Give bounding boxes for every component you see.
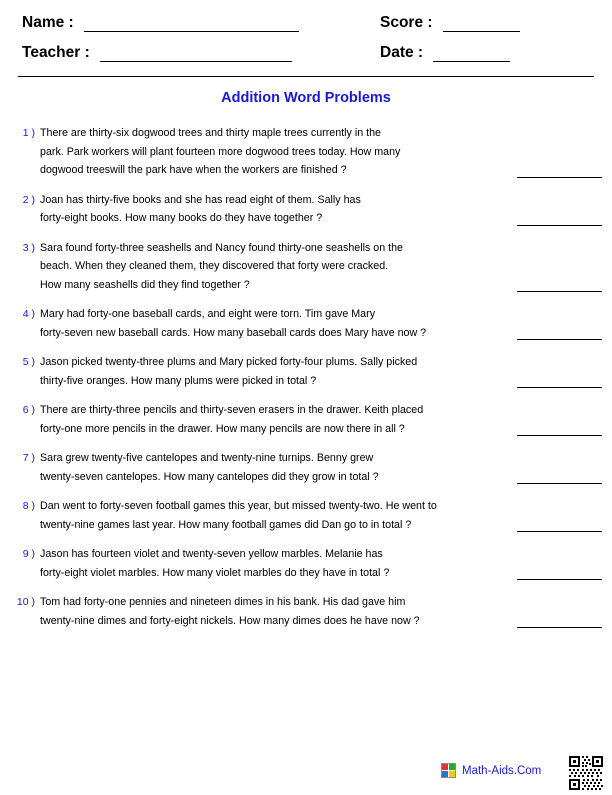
problem-text-line: Dan went to forty-seven football games this year, but missed twenty-two. He went to xyxy=(40,500,437,512)
problem-number: 8 ) xyxy=(22,500,35,512)
teacher-label: Teacher : xyxy=(22,44,90,61)
problem-item xyxy=(0,124,612,180)
problem-text-line: Sara grew twenty-five cantelopes and twenty-nine turnips. Benny grew xyxy=(40,452,374,464)
problem-number: 10 ) xyxy=(16,596,35,608)
math-aids-logo-icon xyxy=(441,763,456,778)
problem-text-line: forty-seven new baseball cards. How many baseball cards does Mary have now ? xyxy=(40,326,427,339)
answer-blank[interactable] xyxy=(517,579,602,580)
problem-number: 7 ) xyxy=(22,452,35,464)
problem-text xyxy=(40,239,507,295)
problem-text-line: forty-eight books. How many books do they have together ? xyxy=(40,212,323,224)
problem-list xyxy=(0,124,612,641)
problem-number: 3 ) xyxy=(22,241,35,254)
answer-blank[interactable] xyxy=(517,291,602,292)
name-label: Name : xyxy=(22,14,74,31)
problem-item xyxy=(0,191,612,228)
date-label: Date : xyxy=(380,44,424,61)
page-title: Addition Word Problems xyxy=(221,90,391,106)
problem-text-line: There are thirty-six dogwood trees and thirty maple trees currently in the xyxy=(40,127,381,139)
answer-blank[interactable] xyxy=(517,483,602,484)
problem-item xyxy=(0,545,612,582)
problem-text xyxy=(40,545,507,582)
problem-text xyxy=(40,401,507,438)
problem-text-line: forty-eight violet marbles. How many violet marbles do they have in total ? xyxy=(40,566,390,579)
brand[interactable] xyxy=(441,763,541,778)
problem-text-line: Joan has thirty-five books and she has read eight of them. Sally has xyxy=(40,193,361,206)
problem-text-line: There are thirty-three pencils and thirty-seven erasers in the drawer. Keith placed xyxy=(40,404,424,416)
problem-text xyxy=(40,353,507,390)
date-field-row xyxy=(380,44,510,62)
problem-item xyxy=(0,353,612,390)
problem-text-line: Jason has fourteen violet and twenty-seven yellow marbles. Melanie has xyxy=(40,548,383,560)
name-field-row xyxy=(22,14,299,32)
problem-text-line: thirty-five oranges. How many plums were picked in total ? xyxy=(40,374,317,387)
problem-text xyxy=(40,191,507,228)
problem-text-line: dogwood treeswill the park have when the workers are finished ? xyxy=(40,164,347,176)
problem-item xyxy=(0,497,612,534)
teacher-field-row xyxy=(22,44,292,62)
name-input[interactable] xyxy=(84,17,299,32)
problem-text-line: Sara found forty-three seashells and Nancy found thirty-one seashells on the xyxy=(40,241,403,254)
brand-label: Math-Aids.Com xyxy=(462,764,542,777)
problem-text-line: Mary had forty-one baseball cards, and eight were torn. Tim gave Mary xyxy=(40,308,376,320)
problem-text-line: park. Park workers will plant fourteen more dogwood trees today. How many xyxy=(40,145,401,158)
problem-text xyxy=(40,124,507,180)
problem-number: 6 ) xyxy=(22,404,35,416)
problem-text-line: forty-one more pencils in the drawer. How many pencils are now there in all ? xyxy=(40,422,405,435)
worksheet-footer xyxy=(0,755,612,795)
answer-blank[interactable] xyxy=(517,387,602,388)
problem-text xyxy=(40,449,507,486)
answer-blank[interactable] xyxy=(517,531,602,532)
problem-text-line: twenty-nine dimes and forty-eight nickels. How many dimes does he have now ? xyxy=(40,614,420,627)
problem-text-line: Tom had forty-one pennies and nineteen dimes in his bank. His dad gave him xyxy=(40,596,406,608)
date-input[interactable] xyxy=(433,47,510,62)
answer-blank[interactable] xyxy=(517,177,602,178)
problem-number: 5 ) xyxy=(22,356,35,368)
score-label: Score : xyxy=(380,14,433,31)
problem-number: 1 ) xyxy=(22,127,35,139)
problem-text-line: beach. When they cleaned them, they discovered that forty were cracked. xyxy=(40,260,389,272)
answer-blank[interactable] xyxy=(517,435,602,436)
problem-text-line: twenty-seven cantelopes. How many cantelopes did they grow in total ? xyxy=(40,470,379,483)
problem-item xyxy=(0,305,612,342)
problem-text-line: twenty-nine games last year. How many football games did Dan go to in total ? xyxy=(40,518,412,531)
problem-item xyxy=(0,239,612,295)
problem-text xyxy=(40,593,507,630)
answer-blank[interactable] xyxy=(517,339,602,340)
problem-text xyxy=(40,497,507,534)
problem-number: 2 ) xyxy=(22,193,35,206)
problem-text xyxy=(40,305,507,342)
answer-blank[interactable] xyxy=(517,627,602,628)
header-divider xyxy=(18,76,594,77)
problem-item xyxy=(0,593,612,630)
problem-number: 4 ) xyxy=(22,308,35,320)
problem-item xyxy=(0,401,612,438)
score-input[interactable] xyxy=(443,17,520,32)
problem-number: 9 ) xyxy=(22,548,35,560)
problem-text-line: Jason picked twenty-three plums and Mary picked forty-four plums. Sally picked xyxy=(40,356,418,368)
problem-item xyxy=(0,449,612,486)
qr-code-icon xyxy=(568,755,604,791)
problem-text-line: How many seashells did they find together ? xyxy=(40,278,250,291)
score-field-row xyxy=(380,14,520,32)
answer-blank[interactable] xyxy=(517,225,602,226)
teacher-input[interactable] xyxy=(100,47,292,62)
worksheet-header xyxy=(0,0,612,78)
